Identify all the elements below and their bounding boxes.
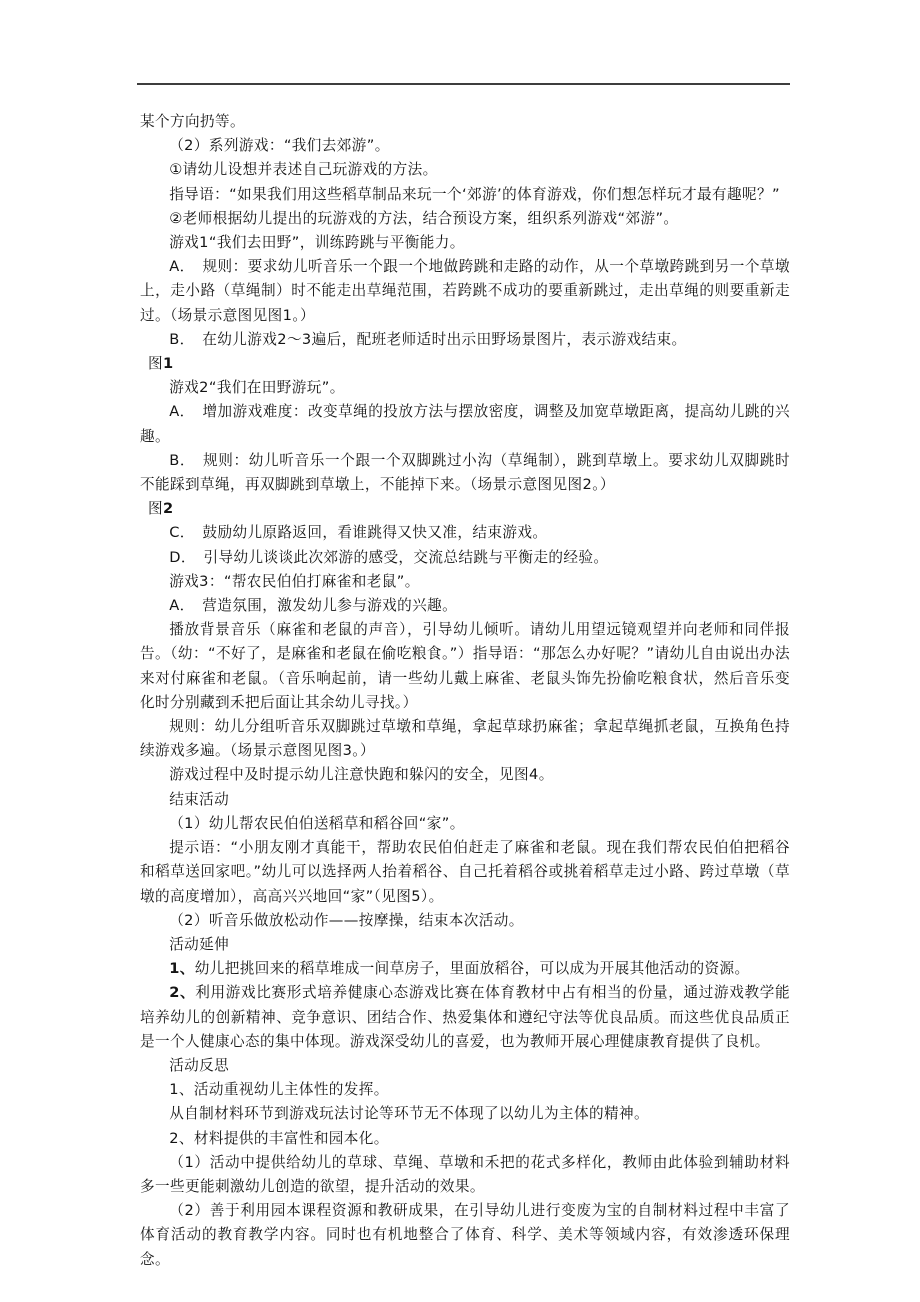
paragraph: （1）活动中提供给幼儿的草球、草绳、草墩和禾把的花式多样化，教师由此体验到辅助材料多一些更能刺激幼儿创造的欲望，提升活动的效果。: [140, 1153, 790, 1195]
paragraph: 游戏2“我们在田野游玩”。: [169, 379, 345, 397]
paragraph: 1、幼儿把挑回来的稻草堆成一间草房子，里面放稻谷，可以成为开展其他活动的资源。: [169, 960, 750, 978]
paragraph-bold-run: 2、: [169, 984, 196, 1002]
paragraph: D． 引导幼儿谈谈此次郊游的感受，交流总结跳与平衡走的经验。: [169, 548, 609, 566]
header-separator-line: [137, 83, 790, 85]
paragraph: （2）善于利用园本课程资源和教研成果，在引导幼儿进行变废为宝的自制材料过程中丰富了体育活动的教育教学内容。同时也有机地整合了体育、科学、美术等领域内容，有效渗透环保理念。: [140, 1202, 790, 1268]
paragraph: A． 增加游戏难度：改变草绳的投放方法与摆放密度，调整及加宽草墩距离，提高幼儿跳的兴趣。: [140, 403, 790, 445]
paragraph: B． 在幼儿游戏2～3遍后，配班老师适时出示田野场景图片，表示游戏结束。: [169, 330, 687, 348]
paragraph: 游戏1“我们去田野”，训练跨跳与平衡能力。: [169, 234, 465, 252]
paragraph: 2、材料提供的丰富性和园本化。: [169, 1129, 389, 1147]
paragraph: 活动反思: [169, 1056, 230, 1074]
paragraph: 某个方向扔等。: [140, 113, 245, 130]
paragraph: A． 规则：要求幼儿听音乐一个跟一个地做跨跳和走路的动作，从一个草墩跨跳到另一个草墩上，走小路（草绳制）时不能走出草绳范围，若跨跳不成功的要重新跳过，走出草绳的则要重新走过。（场景示意图见图1。）: [140, 258, 790, 324]
paragraph-bold-run: 1、: [169, 960, 195, 978]
paragraph: 规则：幼儿分组听音乐双脚跳过草墩和草绳，拿起草球扔麻雀；拿起草绳抓老鼠，互换角色持续游戏多遍。（场景示意图见图3。）: [140, 718, 790, 760]
paragraph: 活动延伸: [169, 935, 230, 953]
paragraph: （2）系列游戏：“我们去郊游”。: [169, 137, 390, 155]
paragraph: 从自制材料环节到游戏玩法讨论等环节无不体现了以幼儿为主体的精神。: [169, 1105, 649, 1123]
paragraph: 结束活动: [169, 790, 230, 808]
paragraph: （2）听音乐做放松动作——按摩操，结束本次活动。: [169, 911, 524, 929]
paragraph: A． 营造氛围，激发幼儿参与游戏的兴趣。: [169, 597, 458, 615]
paragraph: ①请幼儿设想并表述自己玩游戏的方法。: [169, 161, 438, 179]
paragraph: 2、利用游戏比赛形式培养健康心态游戏比赛在体育教材中占有相当的份量，通过游戏教学能培养幼儿的创新精神、竞争意识、团结合作、热爱集体和遵纪守法等优良品质。而这些优良品质正是一个人健康心态的集中体现。游戏深受幼儿的喜爱，也为教师开展心理健康教育提供了良机。: [140, 984, 790, 1050]
paragraph: C． 鼓励幼儿原路返回，看谁跳得又快又准，结束游戏。: [169, 524, 548, 542]
paragraph: （1）幼儿帮农民伯伯送稻草和稻谷回“家”。: [169, 814, 465, 832]
paragraph: 图2: [148, 500, 174, 518]
document-body: [140, 110, 790, 1272]
paragraph-bold-run: 2: [163, 500, 174, 518]
paragraph: 1、活动重视幼儿主体性的发挥。: [169, 1081, 389, 1099]
paragraph: 提示语：“小朋友刚才真能干，帮助农民伯伯赶走了麻雀和老鼠。现在我们帮农民伯伯把稻谷和稻草送回家吧。”幼儿可以选择两人抬着稻谷、自己托着稻谷或挑着稻草走过小路、跨过草墩（草墩的高度增加），高高兴兴地回“家”（见图5）。: [140, 839, 790, 905]
paragraph: 播放背景音乐（麻雀和老鼠的声音），引导幼儿倾听。请幼儿用望远镜观望并向老师和同伴报告。（幼：“不好了，是麻雀和老鼠在偷吃粮食。”）指导语：“那怎么办好呢？”请幼儿自由说出办法来对付麻雀和老鼠。（音乐响起前，请一些幼儿戴上麻雀、老鼠头饰先扮偷吃粮食状，然后音乐变化时分别藏到禾把后面让其余幼儿寻找。）: [140, 621, 790, 711]
paragraph: 图1: [148, 355, 174, 373]
paragraph: 指导语：“如果我们用这些稻草制品来玩一个‘郊游’的体育游戏，你们想怎样玩才最有趣呢？”: [169, 185, 780, 203]
paragraph-bold-run: 1: [163, 355, 174, 373]
paragraph: 游戏3：“帮农民伯伯打麻雀和老鼠”。: [169, 572, 420, 590]
paragraph: B． 规则：幼儿听音乐一个跟一个双脚跳过小沟（草绳制），跳到草墩上。要求幼儿双脚跳时不能踩到草绳，再双脚跳到草墩上，不能掉下来。（场景示意图见图2。）: [140, 451, 790, 494]
paragraph: ②老师根据幼儿提出的玩游戏的方法，结合预设方案，组织系列游戏“郊游”。: [169, 209, 679, 227]
paragraph: 游戏过程中及时提示幼儿注意快跑和躲闪的安全，见图4。: [169, 766, 554, 784]
